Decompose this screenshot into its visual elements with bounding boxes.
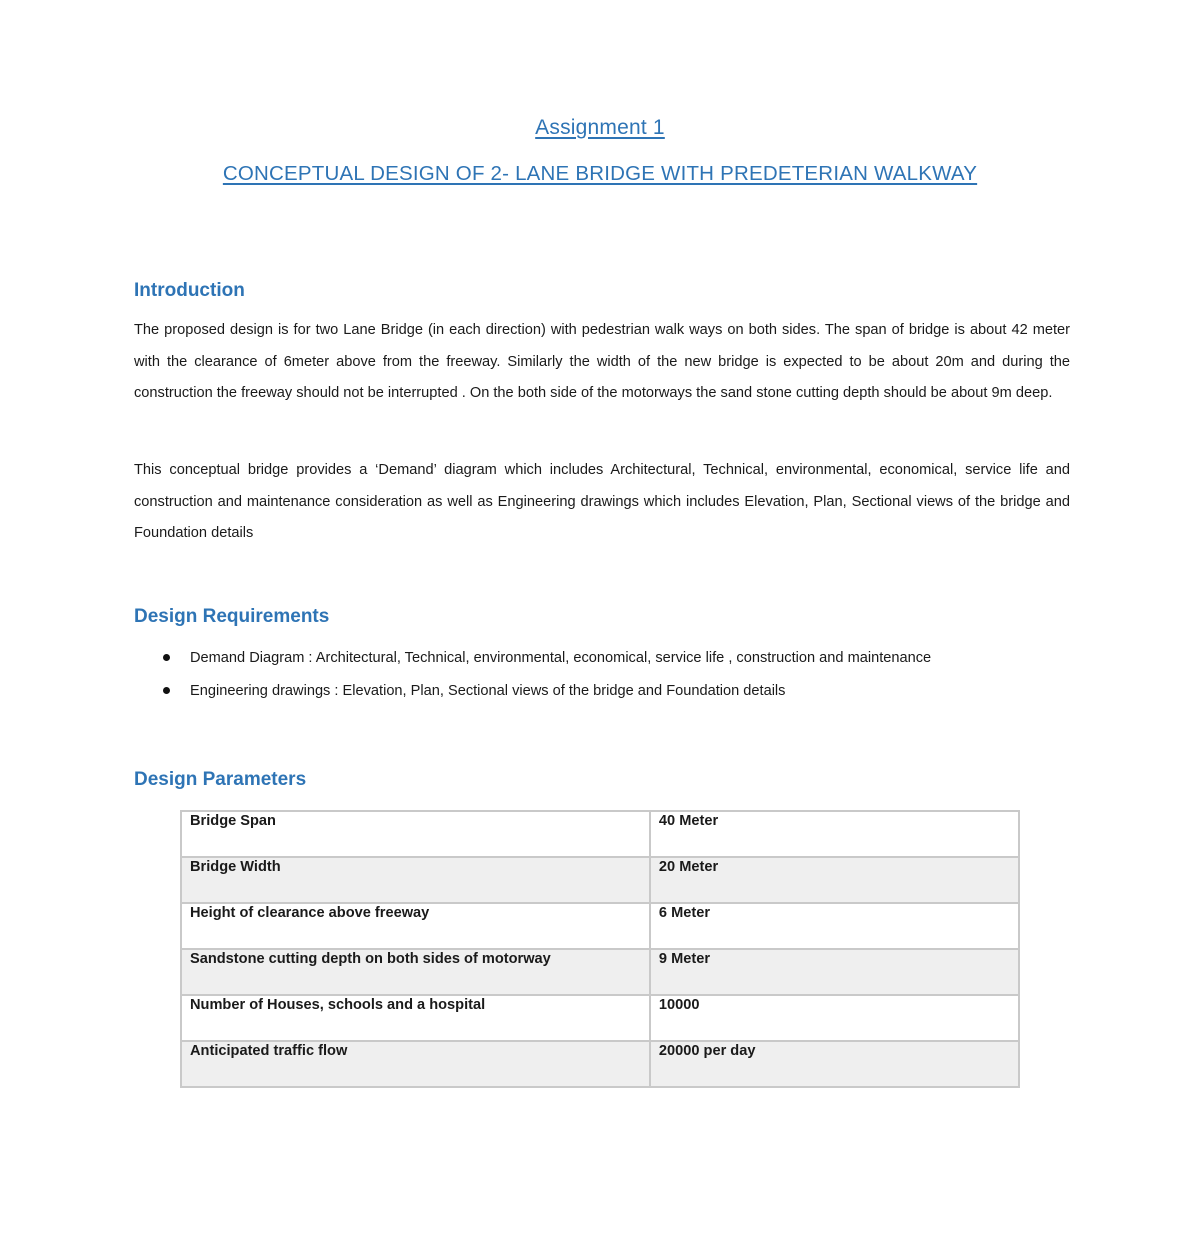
parameter-value: 20000 per day: [650, 1041, 1019, 1087]
parameter-value: 20 Meter: [650, 857, 1019, 903]
introduction-paragraph-1: The proposed design is for two Lane Bridge (in each direction) with pedestrian walk ways on both sides. The span of bridge is about 42 meter with the clearance of 6meter above from the freeway. Similarly the width of the new bridge is expected to be about 20m and during the construction the freeway should not be interrupted . On the both side of the motorways the sand stone cutting depth should be about 9m deep.: [134, 322, 1070, 401]
list-item: [160, 644, 931, 677]
introduction-paragraph-2: This conceptual bridge provides a ‘Demand’ diagram which includes Architectural, Technical, environmental, economical, service life and construction and maintenance consideration as well as Engineering drawings which includes Elevation, Plan, Sectional views of the bridge and Foundation details: [134, 462, 1070, 541]
list-item: [160, 677, 931, 710]
table-row: [181, 811, 1019, 857]
parameter-name: Anticipated traffic flow: [181, 1041, 650, 1087]
parameter-name: Bridge Span: [181, 811, 650, 857]
parameter-value: 6 Meter: [650, 903, 1019, 949]
parameter-name: Height of clearance above freeway: [181, 903, 650, 949]
design-parameters-table: [180, 810, 1020, 1088]
parameter-name: Sandstone cutting depth on both sides of motorway: [181, 949, 650, 995]
design-requirements-heading: Design Requirements: [134, 606, 330, 627]
parameter-value: 10000: [650, 995, 1019, 1041]
table-row: [181, 995, 1019, 1041]
table-row: [181, 949, 1019, 995]
requirement-text: Demand Diagram : Architectural, Technical, environmental, economical, service life , construction and maintenance: [190, 650, 932, 666]
parameter-name: Number of Houses, schools and a hospital: [181, 995, 650, 1041]
bullet-icon: [163, 654, 170, 661]
introduction-heading: Introduction: [134, 280, 245, 301]
assignment-title: Assignment 1: [535, 116, 665, 139]
parameter-value: 9 Meter: [650, 949, 1019, 995]
table-row: [181, 903, 1019, 949]
requirement-text: Engineering drawings : Elevation, Plan, Sectional views of the bridge and Foundation details: [190, 683, 786, 699]
bullet-icon: [163, 687, 170, 694]
design-parameters-heading: Design Parameters: [134, 769, 307, 790]
parameter-value: 40 Meter: [650, 811, 1019, 857]
table-row: [181, 857, 1019, 903]
table-row: [181, 1041, 1019, 1087]
document-subtitle: CONCEPTUAL DESIGN OF 2- LANE BRIDGE WITH PREDETERIAN WALKWAY: [222, 162, 978, 185]
requirements-list: [160, 644, 931, 710]
parameter-name: Bridge Width: [181, 857, 650, 903]
